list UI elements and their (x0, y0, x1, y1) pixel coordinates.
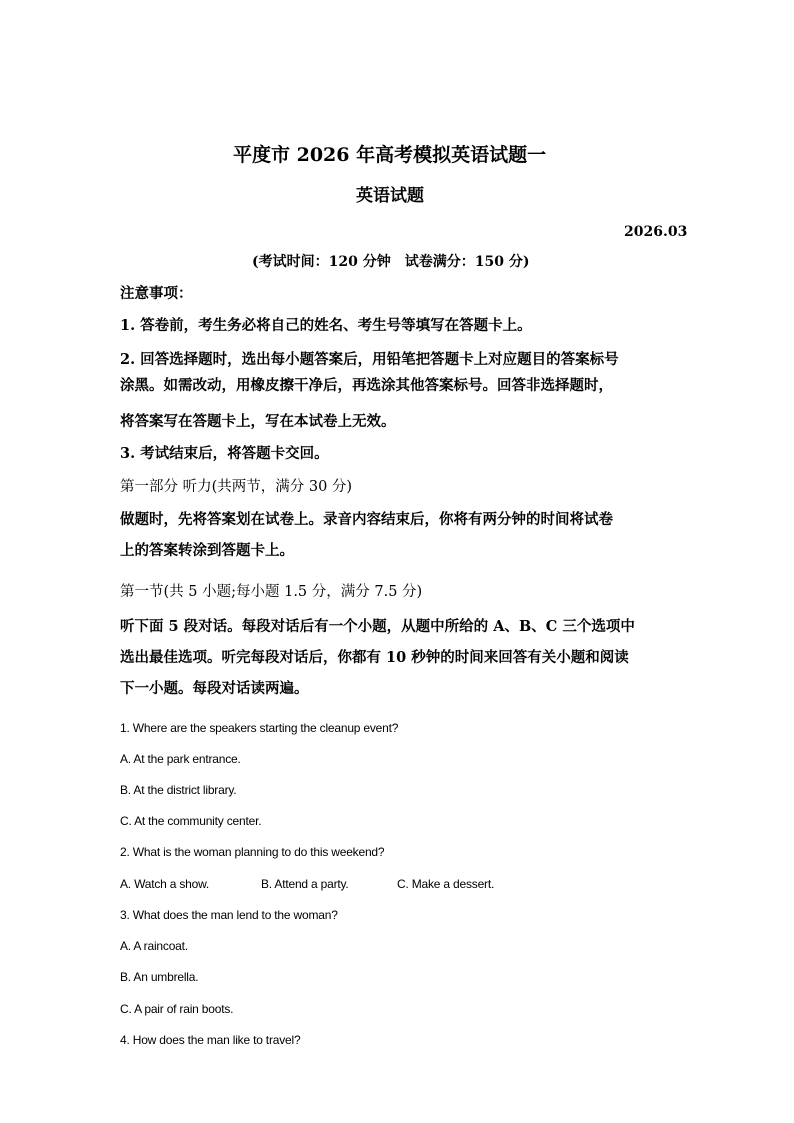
notice-item-2-line3: 将答案写在答题卡上，写在本试卷上无效。 (120, 413, 396, 430)
section1-instruction-line2: 选出最佳选项。听完每段对话后，你都有 10 秒钟的时间来回答有关小题和阅读 (120, 649, 629, 666)
section1-instruction-line3: 下一小题。每段对话读两遍。 (120, 680, 309, 697)
question-2-option-a: A. Watch a show. (120, 877, 210, 891)
part1-instruction-line1: 做题时，先将答案划在试卷上。录音内容结束后，你将有两分钟的时间将试卷 (120, 511, 613, 528)
question-1-option-b: B. At the district library. (120, 783, 237, 797)
question-2-option-b: B. Attend a party. (261, 877, 349, 891)
notice-heading: 注意事项： (120, 285, 193, 302)
section1-instruction-line1: 听下面 5 段对话。每段对话后有一个小题，从题中所给的 A、B、C 三个选项中 (120, 618, 635, 635)
question-3-text: 3. What does the man lend to the woman? (120, 908, 338, 922)
exam-subtitle: 英语试题 (356, 186, 424, 206)
question-3-option-c: C. A pair of rain boots. (120, 1002, 234, 1016)
question-1-option-a: A. At the park entrance. (120, 752, 241, 766)
notice-item-1: 1. 答卷前，考生务必将自己的姓名、考生号等填写在答题卡上。 (120, 317, 532, 334)
question-1-option-c: C. At the community center. (120, 814, 262, 828)
exam-date: 2026.03 (624, 224, 688, 240)
part1-instruction-line2: 上的答案转涂到答题卡上。 (120, 542, 294, 559)
notice-item-2-line1: 2. 回答选择题时，选出每小题答案后，用铅笔把答题卡上对应题目的答案标号 (120, 351, 619, 368)
notice-item-3: 3. 考试结束后，将答题卡交回。 (120, 445, 329, 462)
notice-item-2-line2: 涂黑。如需改动，用橡皮擦干净后，再选涂其他答案标号。回答非选择题时， (120, 377, 613, 394)
question-2-text: 2. What is the woman planning to do this weekend? (120, 845, 385, 859)
exam-info: (考试时间：120 分钟 试卷满分：150 分) (252, 254, 530, 270)
exam-title: 平度市 2026 年高考模拟英语试题一 (233, 144, 547, 166)
question-3-option-a: A. A raincoat. (120, 939, 188, 953)
question-3-option-b: B. An umbrella. (120, 970, 199, 984)
part1-heading: 第一部分 听力(共两节，满分 30 分) (120, 479, 353, 495)
question-1-text: 1. Where are the speakers starting the cleanup event? (120, 721, 399, 735)
section1-heading: 第一节(共 5 小题;每小题 1.5 分，满分 7.5 分) (120, 584, 423, 600)
question-2-option-c: C. Make a dessert. (397, 877, 495, 891)
question-4-text: 4. How does the man like to travel? (120, 1033, 301, 1047)
